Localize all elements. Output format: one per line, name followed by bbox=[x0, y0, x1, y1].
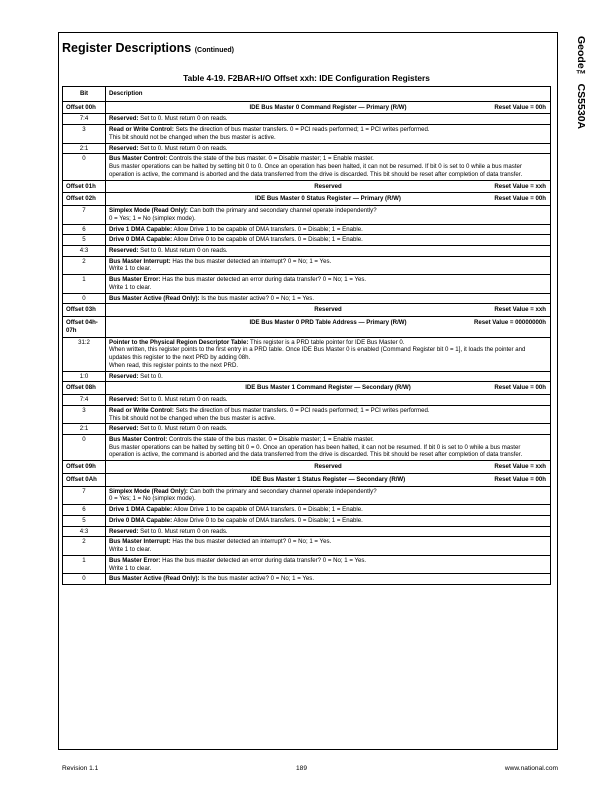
bit-field: 0 bbox=[63, 434, 106, 460]
field-text: Has the bus master detected an error during data transfer? 0 = No; 1 = Yes. bbox=[160, 556, 367, 564]
field-text: Controls the state of the bus master. 0 = Disable master; 1 = Enable master. bbox=[167, 155, 374, 163]
field-text: Allow Drive 0 to be capable of DMA transfers. 0 = Disable; 1 = Enable. bbox=[172, 236, 363, 244]
field-name: Reserved: bbox=[109, 372, 139, 380]
bit-description bbox=[106, 574, 551, 585]
field-note: When read, this register points to the next PRD. bbox=[109, 361, 239, 369]
bit-description bbox=[106, 275, 551, 293]
offset-label: Offset 0Ah bbox=[63, 473, 106, 486]
field-name: Drive 1 DMA Capable: bbox=[109, 506, 173, 514]
field-text: Allow Drive 0 to be capable of DMA transfers. 0 = Disable; 1 = Enable. bbox=[172, 516, 363, 524]
field-name: Reserved: bbox=[109, 144, 139, 152]
field-text: Can both the primary and secondary channel operate independently? bbox=[187, 207, 377, 215]
bit-row bbox=[63, 574, 551, 585]
bit-description bbox=[106, 395, 551, 406]
bit-row bbox=[63, 154, 551, 180]
bit-row bbox=[63, 526, 551, 537]
bit-field: 31:2 bbox=[63, 337, 106, 371]
bit-field: 5 bbox=[63, 515, 106, 526]
side-title: Geode™ CS5530A bbox=[575, 36, 587, 130]
bit-field: 5 bbox=[63, 235, 106, 246]
bit-row bbox=[63, 555, 551, 573]
column-header-description: Description bbox=[106, 87, 551, 102]
field-note: 0 = Yes; 1 = No (simplex mode). bbox=[109, 214, 196, 222]
field-name: Simplex Mode (Read Only): bbox=[109, 487, 188, 495]
bit-description bbox=[106, 424, 551, 435]
field-name: Bus Master Error: bbox=[109, 276, 161, 284]
field-text: Allow Drive 1 to be capable of DMA transfers. 0 = Disable; 1 = Enable. bbox=[172, 506, 363, 514]
bit-row bbox=[63, 505, 551, 516]
field-note: Bus master operations can be halted by setting bit 0 = 0. Once an operation has been halted, it can not be resumed. If bit 0 is set to 0 while a bus master operation is active, the command is aborted and the data transferred from the drive is discarded. This bit should be reset after completion of data transfer. bbox=[109, 443, 523, 459]
offset-row bbox=[63, 193, 551, 206]
footer-revision: Revision 1.1 bbox=[62, 765, 99, 772]
bit-field: 3 bbox=[63, 125, 106, 143]
register-title: IDE Bus Master 1 Status Register — Secondary (R/W) bbox=[250, 475, 406, 483]
field-name: Drive 0 DMA Capable: bbox=[109, 236, 173, 244]
field-name: Reserved: bbox=[109, 115, 139, 123]
offset-title-cell bbox=[106, 473, 551, 486]
field-name: Read or Write Control: bbox=[109, 126, 174, 134]
reset-value: Reset Value = 00h bbox=[494, 475, 546, 483]
offset-title-cell bbox=[106, 461, 551, 474]
bit-field: 7:4 bbox=[63, 395, 106, 406]
bit-description bbox=[106, 125, 551, 143]
field-text: Set to 0. Must return 0 on reads. bbox=[138, 115, 228, 123]
bit-description bbox=[106, 114, 551, 125]
field-text: Has the bus master detected an interrupt? 0 = No; 1 = Yes. bbox=[170, 257, 332, 265]
bit-field: 2 bbox=[63, 537, 106, 555]
table-caption: Table 4-19. F2BAR+I/O Offset xxh: IDE Configuration Registers bbox=[183, 73, 430, 83]
reset-value: Reset Value = 00000000h bbox=[474, 319, 546, 327]
bit-description bbox=[106, 515, 551, 526]
bit-row bbox=[63, 434, 551, 460]
bit-row bbox=[63, 125, 551, 143]
bit-field: 1 bbox=[63, 275, 106, 293]
field-text: Set to 0. Must return 0 on reads. bbox=[138, 396, 228, 404]
bit-row bbox=[63, 114, 551, 125]
field-text: Set to 0. Must return 0 on reads. bbox=[138, 247, 228, 255]
offset-row bbox=[63, 304, 551, 317]
offset-label: Offset 09h bbox=[63, 461, 106, 474]
reset-value: Reset Value = 00h bbox=[494, 195, 546, 203]
footer-page-number: 189 bbox=[296, 765, 308, 772]
bit-description bbox=[106, 206, 551, 224]
bit-description bbox=[106, 293, 551, 304]
table-header-row bbox=[63, 87, 551, 102]
bit-description bbox=[106, 371, 551, 382]
bit-description bbox=[106, 256, 551, 274]
register-title: IDE Bus Master 0 PRD Table Address — Primary (R/W) bbox=[249, 319, 407, 327]
bit-row bbox=[63, 246, 551, 257]
offset-title-cell bbox=[106, 304, 551, 317]
bit-row bbox=[63, 143, 551, 154]
offset-label: Offset 02h bbox=[63, 193, 106, 206]
bit-description bbox=[106, 555, 551, 573]
register-title: IDE Bus Master 0 Status Register — Primary (R/W) bbox=[255, 195, 401, 203]
bit-field: 2 bbox=[63, 256, 106, 274]
register-table bbox=[62, 86, 551, 585]
bit-row bbox=[63, 293, 551, 304]
bit-row bbox=[63, 395, 551, 406]
field-name: Reserved: bbox=[109, 425, 139, 433]
heading-text: Register Descriptions bbox=[62, 41, 192, 55]
bit-row bbox=[63, 224, 551, 235]
bit-description bbox=[106, 505, 551, 516]
field-note: Write 1 to clear. bbox=[109, 265, 152, 273]
field-text: Is the bus master active? 0 = No; 1 = Yes. bbox=[199, 294, 315, 302]
bit-row bbox=[63, 371, 551, 382]
offset-row bbox=[63, 461, 551, 474]
reset-value: Reset Value = xxh bbox=[494, 463, 546, 471]
field-text: This register is a PRD table pointer for IDE Bus Master 0. bbox=[248, 338, 405, 346]
bit-description bbox=[106, 486, 551, 504]
page-heading bbox=[62, 41, 234, 55]
bit-row bbox=[63, 337, 551, 371]
offset-title-cell bbox=[106, 180, 551, 193]
bit-field: 4:3 bbox=[63, 246, 106, 257]
offset-row bbox=[63, 473, 551, 486]
offset-row bbox=[63, 101, 551, 114]
bit-field: 1 bbox=[63, 555, 106, 573]
bit-description bbox=[106, 337, 551, 371]
field-note: Write 1 to clear. bbox=[109, 546, 152, 554]
bit-field: 6 bbox=[63, 224, 106, 235]
field-text: Controls the state of the bus master. 0 = Disable master; 1 = Enable master. bbox=[167, 435, 374, 443]
field-name: Reserved: bbox=[109, 247, 139, 255]
offset-row bbox=[63, 317, 551, 337]
field-name: Reserved: bbox=[109, 396, 139, 404]
offset-title-cell bbox=[106, 317, 551, 337]
bit-row bbox=[63, 424, 551, 435]
field-text: Has the bus master detected an error during data transfer? 0 = No; 1 = Yes. bbox=[160, 276, 367, 284]
bit-field: 2:1 bbox=[63, 424, 106, 435]
field-text: Set to 0. Must return 0 on reads. bbox=[138, 527, 228, 535]
field-name: Bus Master Control: bbox=[109, 435, 168, 443]
field-note: Bus master operations can be halted by setting bit 0 to 0. Once an operation has been halted, it can not be resumed. If bit 0 is set to 0 while a bus master operation is active, the command is aborted and the data transferred from the drive is discarded. This bit should be reset after completion of data transfer. bbox=[109, 163, 523, 178]
reset-value: Reset Value = 00h bbox=[494, 384, 546, 392]
field-name: Bus Master Active (Read Only): bbox=[109, 294, 200, 302]
bit-field: 0 bbox=[63, 293, 106, 304]
bit-description bbox=[106, 434, 551, 460]
field-name: Reserved: bbox=[109, 527, 139, 535]
bit-description bbox=[106, 537, 551, 555]
bit-description bbox=[106, 154, 551, 180]
offset-title-cell bbox=[106, 382, 551, 395]
column-header-bit: Bit bbox=[63, 87, 106, 102]
field-name: Bus Master Control: bbox=[109, 155, 168, 163]
field-text: Can both the primary and secondary channel operate independently? bbox=[187, 487, 377, 495]
bit-field: 0 bbox=[63, 574, 106, 585]
offset-label: Offset 01h bbox=[63, 180, 106, 193]
bit-row bbox=[63, 256, 551, 274]
bit-row bbox=[63, 515, 551, 526]
field-text: Set to 0. Must return 0 on reads. bbox=[138, 425, 228, 433]
field-text: Set to 0. Must return 0 on reads. bbox=[138, 144, 228, 152]
bit-field: 7 bbox=[63, 486, 106, 504]
field-note: Write 1 to clear. bbox=[109, 564, 152, 572]
offset-label: Offset 08h bbox=[63, 382, 106, 395]
field-name: Drive 1 DMA Capable: bbox=[109, 225, 173, 233]
offset-row bbox=[63, 382, 551, 395]
bit-row bbox=[63, 486, 551, 504]
bit-field: 4:3 bbox=[63, 526, 106, 537]
bit-description bbox=[106, 224, 551, 235]
field-name: Simplex Mode (Read Only): bbox=[109, 207, 188, 215]
bit-field: 7:4 bbox=[63, 114, 106, 125]
field-note: This bit should not be changed when the bus master is active. bbox=[109, 133, 276, 141]
field-name: Drive 0 DMA Capable: bbox=[109, 516, 173, 524]
reset-value: Reset Value = xxh bbox=[494, 306, 546, 314]
register-title: Reserved bbox=[314, 463, 342, 471]
bit-field: 1:0 bbox=[63, 371, 106, 382]
offset-row bbox=[63, 180, 551, 193]
field-name: Pointer to the Physical Region Descriptor Table: bbox=[109, 338, 249, 346]
offset-label: Offset 03h bbox=[63, 304, 106, 317]
bit-description bbox=[106, 405, 551, 423]
field-text: Is the bus master active? 0 = No; 1 = Yes. bbox=[199, 575, 315, 583]
bit-description bbox=[106, 526, 551, 537]
bit-field: 2:1 bbox=[63, 143, 106, 154]
field-note: Write 1 to clear. bbox=[109, 283, 152, 291]
bit-field: 3 bbox=[63, 405, 106, 423]
field-note: 0 = Yes; 1 = No (simplex mode). bbox=[109, 495, 196, 503]
field-note: When written, this register points to the first entry in a PRD table. Once IDE Bus Master 0 is enabled (Command Register bit 0 = 1], it loads the pointer and updates this register to the next PRD by adding 08h. bbox=[109, 346, 526, 362]
register-title: IDE Bus Master 1 Command Register — Secondary (R/W) bbox=[245, 384, 411, 392]
bit-row bbox=[63, 235, 551, 246]
heading-continued: (Continued) bbox=[194, 47, 234, 54]
field-text: Has the bus master detected an interrupt? 0 = No; 1 = Yes. bbox=[170, 538, 332, 546]
field-note: This bit should not be changed when the bus master is active. bbox=[109, 414, 276, 422]
offset-title-cell bbox=[106, 193, 551, 206]
reset-value: Reset Value = xxh bbox=[494, 182, 546, 190]
register-title: Reserved bbox=[314, 306, 342, 314]
footer-website: www.national.com bbox=[504, 765, 558, 772]
bit-description bbox=[106, 246, 551, 257]
bit-row bbox=[63, 275, 551, 293]
table-body bbox=[63, 101, 551, 584]
field-name: Bus Master Error: bbox=[109, 556, 161, 564]
field-text: Set to 0. bbox=[138, 372, 163, 380]
field-name: Bus Master Interrupt: bbox=[109, 538, 171, 546]
offset-label: Offset 04h-07h bbox=[63, 317, 106, 337]
field-text: Allow Drive 1 to be capable of DMA transfers. 0 = Disable; 1 = Enable. bbox=[172, 225, 363, 233]
offset-title-cell bbox=[106, 101, 551, 114]
field-text: Sets the direction of bus master transfers. 0 = PCI reads performed; 1 = PCI writes performed. bbox=[173, 126, 430, 134]
field-name: Read or Write Control: bbox=[109, 406, 174, 414]
field-text: Sets the direction of bus master transfers. 0 = PCI reads performed; 1 = PCI writes performed. bbox=[173, 406, 430, 414]
field-name: Bus Master Interrupt: bbox=[109, 257, 171, 265]
bit-description bbox=[106, 143, 551, 154]
register-title: IDE Bus Master 0 Command Register — Primary (R/W) bbox=[249, 103, 407, 111]
bit-field: 6 bbox=[63, 505, 106, 516]
offset-label: Offset 00h bbox=[63, 101, 106, 114]
bit-description bbox=[106, 235, 551, 246]
reset-value: Reset Value = 00h bbox=[494, 103, 546, 111]
bit-row bbox=[63, 206, 551, 224]
bit-field: 0 bbox=[63, 154, 106, 180]
register-title: Reserved bbox=[314, 182, 342, 190]
bit-row bbox=[63, 405, 551, 423]
field-name: Bus Master Active (Read Only): bbox=[109, 575, 200, 583]
bit-field: 7 bbox=[63, 206, 106, 224]
bit-row bbox=[63, 537, 551, 555]
